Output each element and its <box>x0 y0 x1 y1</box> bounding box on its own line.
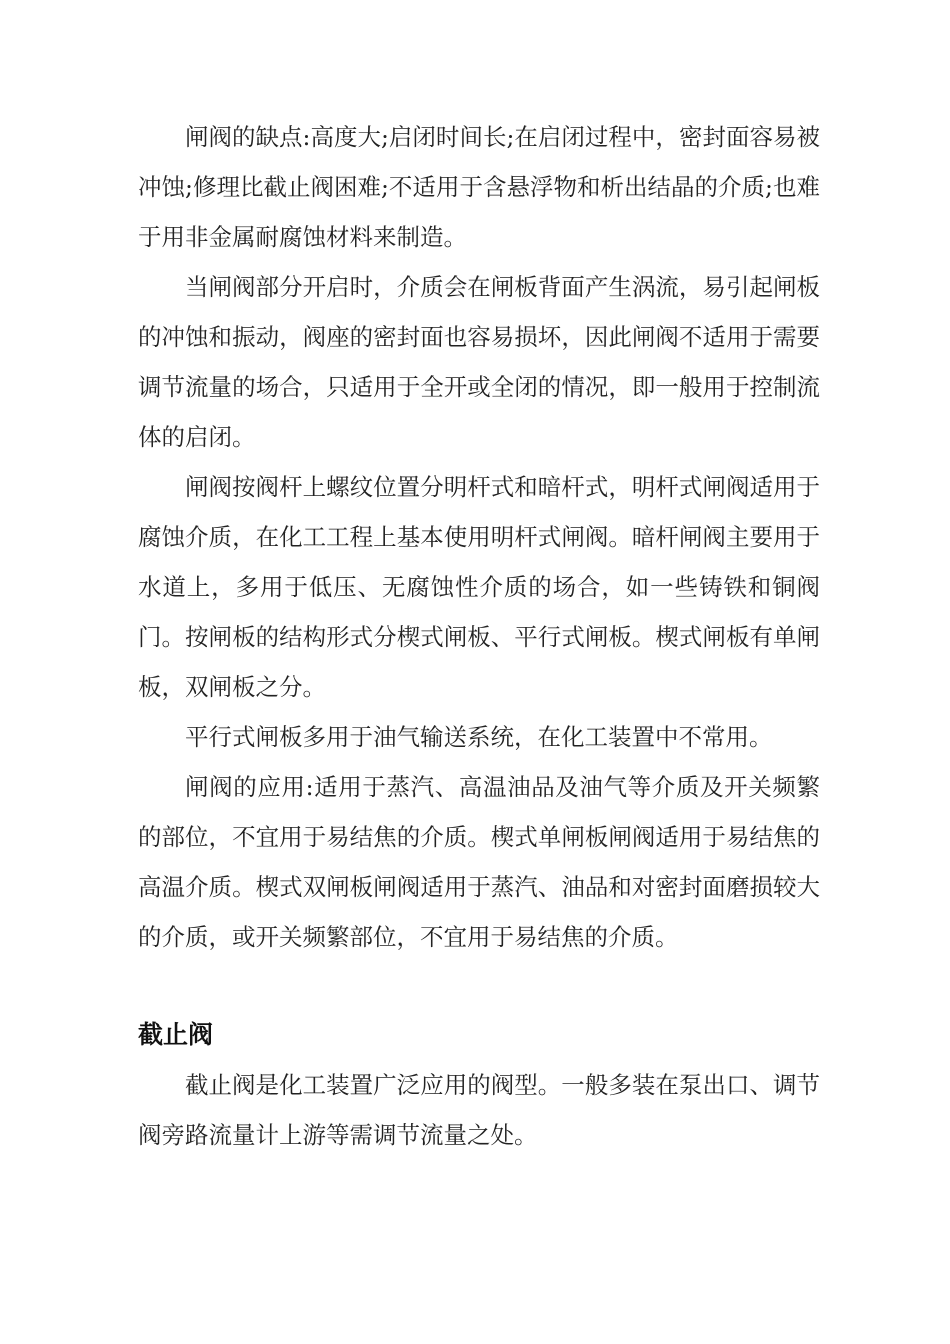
paragraph-stem-types: 闸阀按阀杆上螺纹位置分明杆式和暗杆式，明杆式闸阀适用于腐蚀介质，在化工工程上基本使用明杆式闸阀。暗杆闸阀主要用于水道上，多用于低压、无腐蚀性介质的场合，如一些铸铁和铜阀门。按闸板的结构形式分楔式闸板、平行式闸板。楔式闸板有单闸板，双闸板之分。 <box>138 473 820 701</box>
paragraph-gate-valve-applications: 闸阀的应用:适用于蒸汽、高温油品及油气等介质及开关频繁的部位，不宜用于易结焦的介质。楔式单闸板闸阀适用于易结焦的高温介质。楔式双闸板闸阀适用于蒸汽、油品和对密封面磨损较大的介质，或开关频繁部位，不宜用于易结焦的介质。 <box>138 773 820 951</box>
paragraph-parallel-gate: 平行式闸板多用于油气输送系统，在化工装置中不常用。 <box>185 723 773 751</box>
section-heading-globe-valve: 截止阀 <box>138 1020 214 1049</box>
paragraph-globe-valve-intro: 截止阀是化工装置广泛应用的阀型。一般多装在泵出口、调节阀旁路流量计上游等需调节流量之处。 <box>138 1071 820 1149</box>
paragraph-gate-valve-drawbacks: 闸阀的缺点:高度大;启闭时间长;在启闭过程中，密封面容易被冲蚀;修理比截止阀困难;不适用于含悬浮物和析出结晶的介质;也难于用非金属耐腐蚀材料来制造。 <box>138 123 820 251</box>
paragraph-partial-opening: 当闸阀部分开启时，介质会在闸板背面产生涡流，易引起闸板的冲蚀和振动，阀座的密封面也容易损坏，因此闸阀不适用于需要调节流量的场合，只适用于全开或全闭的情况，即一般用于控制流体的启闭。 <box>138 273 820 451</box>
document-body <box>138 112 820 1160</box>
